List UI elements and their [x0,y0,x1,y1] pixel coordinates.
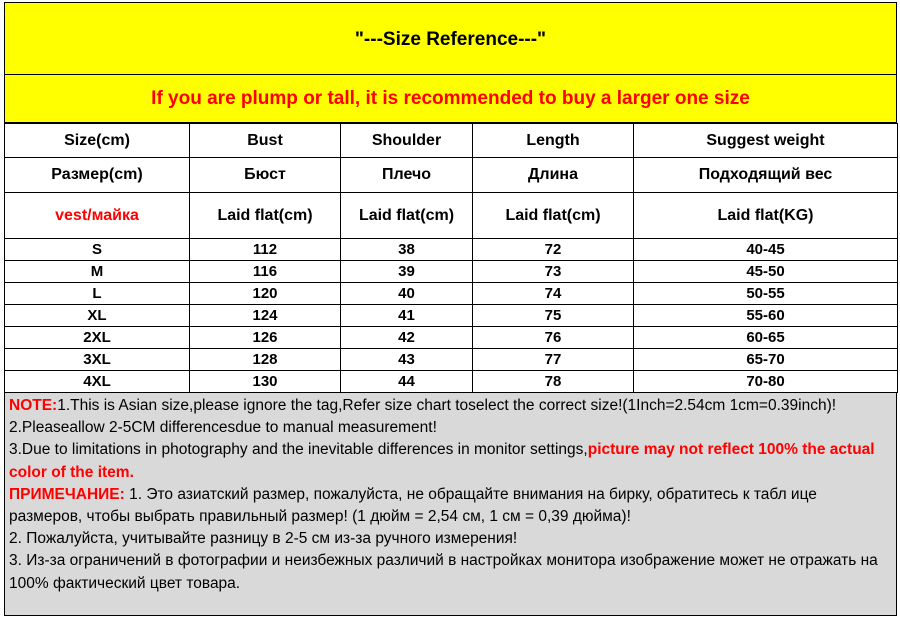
value-cell: 76 [473,327,634,349]
size-cell: 2XL [5,327,190,349]
value-cell: 60-65 [634,327,898,349]
value-cell: 120 [190,283,341,305]
value-cell: 73 [473,261,634,283]
value-cell: 41 [341,305,473,327]
note-ru-1: ПРИМЕЧАНИЕ: 1. Это азиатский размер, пожалуйста, не обращайте внимания на бирку, обратитесь к табл ице размеров, чтобы выбрать правильный размер! (1 дюйм = 2,54 см, 1 см = 0,39 дюйма)! [9,485,817,526]
header-cell: Length [473,124,634,158]
chart-title: "---Size Reference---" [4,2,897,75]
value-cell: 128 [190,349,341,371]
size-notice: If you are plump or tall, it is recommended to buy a larger one size [4,75,897,123]
header-cell: Laid flat(cm) [341,193,473,239]
note-ru-3: 3. Из-за ограничений в фотографии и неизбежных различий в настройках монитора изображение может не отражать на 100% фактический цвет товара. [9,552,878,592]
header-cell: Laid flat(cm) [190,193,341,239]
table-row [5,261,898,283]
table-row [5,283,898,305]
table-row [5,371,898,393]
header-cell: Подходящий вес [634,158,898,193]
header-cell: Suggest weight [634,124,898,158]
note-en-2: 2.Pleaseallow 2-5CM differencesdue to manual measurement! [9,419,437,437]
notes-section [4,393,897,616]
size-cell: S [5,239,190,261]
header-cell: Длина [473,158,634,193]
header-row-russian [5,158,898,193]
value-cell: 50-55 [634,283,898,305]
header-cell: Laid flat(KG) [634,193,898,239]
value-cell: 72 [473,239,634,261]
table-row [5,327,898,349]
value-cell: 43 [341,349,473,371]
value-cell: 40 [341,283,473,305]
value-cell: 42 [341,327,473,349]
header-cell: Бюст [190,158,341,193]
header-row-measure [5,193,898,239]
note-en-3: 3.Due to limitations in photography and the inevitable differences in monitor settings,picture may not reflect 100% the actual color of the item. [9,441,875,481]
value-cell: 65-70 [634,349,898,371]
note-color-warning: picture may not reflect 100% the actual color of the item. [9,441,875,481]
value-cell: 40-45 [634,239,898,261]
header-cell: Size(cm) [5,124,190,158]
value-cell: 70-80 [634,371,898,393]
note-label: NOTE: [9,397,58,414]
size-cell: XL [5,305,190,327]
header-cell: Laid flat(cm) [473,193,634,239]
header-cell: Размер(cm) [5,158,190,193]
size-table [4,123,898,393]
size-cell: L [5,283,190,305]
note-ru-2: 2. Пожалуйста, учитывайте разницу в 2-5 см из-за ручного измерения! [9,530,518,548]
size-cell: M [5,261,190,283]
value-cell: 45-50 [634,261,898,283]
header-cell: Bust [190,124,341,158]
note-label-ru: ПРИМЕЧАНИЕ: [9,485,125,503]
value-cell: 130 [190,371,341,393]
value-cell: 39 [341,261,473,283]
value-cell: 55-60 [634,305,898,327]
value-cell: 38 [341,239,473,261]
value-cell: 126 [190,327,341,349]
size-cell: 3XL [5,349,190,371]
header-row-english [5,124,898,158]
table-row [5,305,898,327]
value-cell: 77 [473,349,634,371]
value-cell: 112 [190,239,341,261]
garment-type-label: vest/майка [5,193,190,239]
value-cell: 74 [473,283,634,305]
note-en-1: NOTE:1.This is Asian size,please ignore the tag,Refer size chart toselect the correct size!(1Inch=2.54cm 1cm=0.39inch)! [9,397,837,414]
size-chart [4,2,897,616]
size-cell: 4XL [5,371,190,393]
table-row [5,349,898,371]
header-cell: Shoulder [341,124,473,158]
value-cell: 116 [190,261,341,283]
value-cell: 78 [473,371,634,393]
value-cell: 75 [473,305,634,327]
header-cell: Плечо [341,158,473,193]
value-cell: 124 [190,305,341,327]
value-cell: 44 [341,371,473,393]
table-row [5,239,898,261]
